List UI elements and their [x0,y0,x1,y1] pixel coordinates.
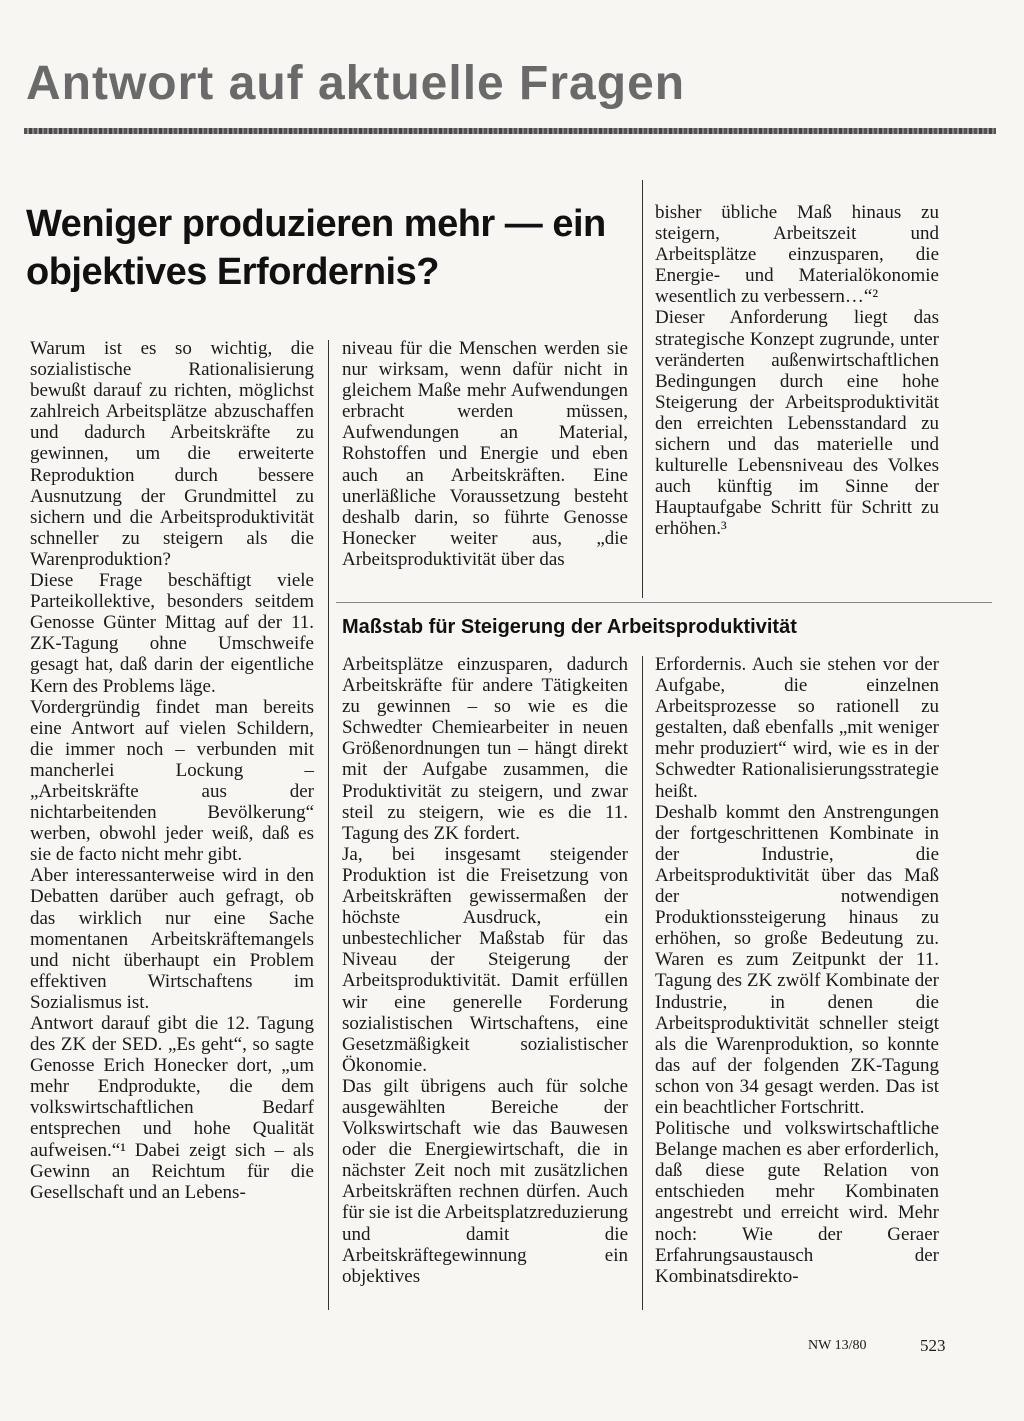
column-middle-top [342,338,628,570]
paragraph: niveau für die Menschen werden sie nur wirksam, wenn dafür nicht in gleichem Maße mehr Aufwendungen erbracht werden müssen, Aufwendungen an Material, Rohstoffen und Energie und eben auch an Arbeitskräften. Eine unerläßliche Voraussetzung besteht deshalb darin, so führte Genosse Honecker weiter aus, „die Arbeitsproduktivität über das [342,338,628,570]
paragraph: Warum ist es so wichtig, die sozialistische Rationalisierung bewußt darauf zu richten, möglichst zahlreich Arbeitsplätze abzuschaffen und dadurch Arbeitskräfte zu gewinnen, um die erweiterte Reproduktion durch bessere Ausnutzung der Grundmittel zu sichern und die Arbeitsproduktivität schneller zu steigern als die Warenproduktion? [30,338,314,570]
header-rule [24,128,996,134]
paragraph: Vordergründig findet man bereits eine Antwort auf vielen Schildern, die immer noch – verbunden mit mancherlei Lockung – „Arbeitskräfte aus der nichtarbeitenden Bevölkerung“ werben, obwohl jeder weiß, daß es sie de facto nicht mehr gibt. [30,696,314,866]
paragraph: Antwort darauf gibt die 12. Tagung des ZK der SED. „Es geht“, so sagte Genosse Erich Honecker dort, „um mehr Endprodukte, die dem volkswirtschaftlichen Bedarf entsprechen und hohe Qualität aufweisen.“¹ Dabei zeigt sich – als Gewinn an Reichtum für die Gesellschaft und an Lebens- [30,1013,314,1203]
column-rule [328,340,329,1310]
page-number: 523 [920,1336,946,1355]
column-left [30,338,314,1203]
paragraph: Diese Frage beschäftigt viele Parteikollektive, besonders seitdem Genosse Günter Mittag auf der 11. ZK-Tagung ohne Umschweife gesagt hat, daß darin der eigentliche Kern des Problems läge. [30,570,314,697]
paragraph: Erfordernis. Auch sie stehen vor der Aufgabe, die einzelnen Arbeitsprozesse so rationell zu gestalten, daß ebenfalls „mit weniger mehr produziert“ wird, wie es in der Schwedter Rationalisierungsstrategie heißt. [655,654,939,802]
article-headline: Weniger produzieren mehr — ein objektives Erfordernis? [26,203,606,293]
column-right-bottom [655,654,939,1287]
paragraph: bisher übliche Maß hinaus zu steigern, Arbeitszeit und Arbeitsplätze einzusparen, die Energie- und Materialökonomie wesentlich zu verbessern…“² [655,202,939,308]
subheading: Maßstab für Steigerung der Arbeitsproduktivität [342,616,797,638]
paragraph: Politische und volkswirtschaftliche Belange machen es aber erforderlich, daß diese gute Relation von entschieden mehr Kombinaten angestrebt und erreicht wird. Mehr noch: Wie der Geraer Erfahrungsaustausch der Kombinatsdirekto- [655,1118,939,1287]
paragraph: Das gilt übrigens auch für solche ausgewählten Bereiche der Volkswirtschaft wie das Bauwesen oder die Energiewirtschaft, die in nächster Zeit noch mit zusätzlichen Arbeitskräften rechnen dürfen. Auch für sie ist die Arbeitsplatzreduzierung und damit die Arbeitskräftegewinnung ein objektives [342,1075,628,1287]
paragraph: Arbeitsplätze einzusparen, dadurch Arbeitskräfte für andere Tätigkeiten zu gewinnen – so wie es die Schwedter Chemiearbeiter in neuen Größenordnungen tun – hängt direkt mit der Aufgabe zusammen, die Produktivität zu steigern, und zwar steil zu steigern, wie es die 11. Tagung des ZK fordert. [342,654,628,844]
column-rule [642,656,643,1310]
paragraph: Deshalb kommt den Anstrengungen der fortgeschrittenen Kombinate in der Industrie, die Arbeitsproduktivität über das Maß der notwendigen Produktionssteigerung hinaus zu erhöhen, so große Bedeutung zu. Waren es zum Zeitpunkt der 11. Tagung des ZK zwölf Kombinate der Industrie, in denen die Arbeitsproduktivität schneller steigt als die Warenproduktion, so konnte das auf der folgenden ZK-Tagung schon von 34 gesagt werden. Das ist ein beachtlicher Fortschritt. [655,801,939,1118]
column-rule [642,180,643,598]
section-title: Antwort auf aktuelle Fragen [26,57,686,110]
column-right-top [655,202,939,540]
paragraph: Dieser Anforderung liegt das strategische Konzept zugrunde, unter veränderten außenwirtschaftlichen Bedingungen durch eine hohe Steigerung der Arbeitsproduktivität den erreichten Lebensstandard zu sichern und das materielle und kulturelle Lebensniveau des Volkes auch künftig im Sinne der Hauptaufgabe Schritt für Schritt zu erhöhen.³ [655,307,939,540]
section-rule [336,602,992,603]
column-middle-bottom [342,654,628,1287]
issue-label: NW 13/80 [808,1338,867,1353]
paragraph: Aber interessanterweise wird in den Debatten darüber auch gefragt, ob das wirklich nur eine Sache momentanen Arbeitskräftemangels und nicht überhaupt ein Problem effektiven Wirtschaftens im Sozialismus ist. [30,865,314,1013]
paragraph: Ja, bei insgesamt steigender Produktion ist die Freisetzung von Arbeitskräften gewissermaßen der höchste Ausdruck, ein unbestechlicher Maßstab für das Niveau der Steigerung der Arbeitsproduktivität. Damit erfüllen wir eine generelle Forderung sozialistischen Wirtschaftens, eine Gesetzmäßigkeit sozialistischer Ökonomie. [342,843,628,1076]
